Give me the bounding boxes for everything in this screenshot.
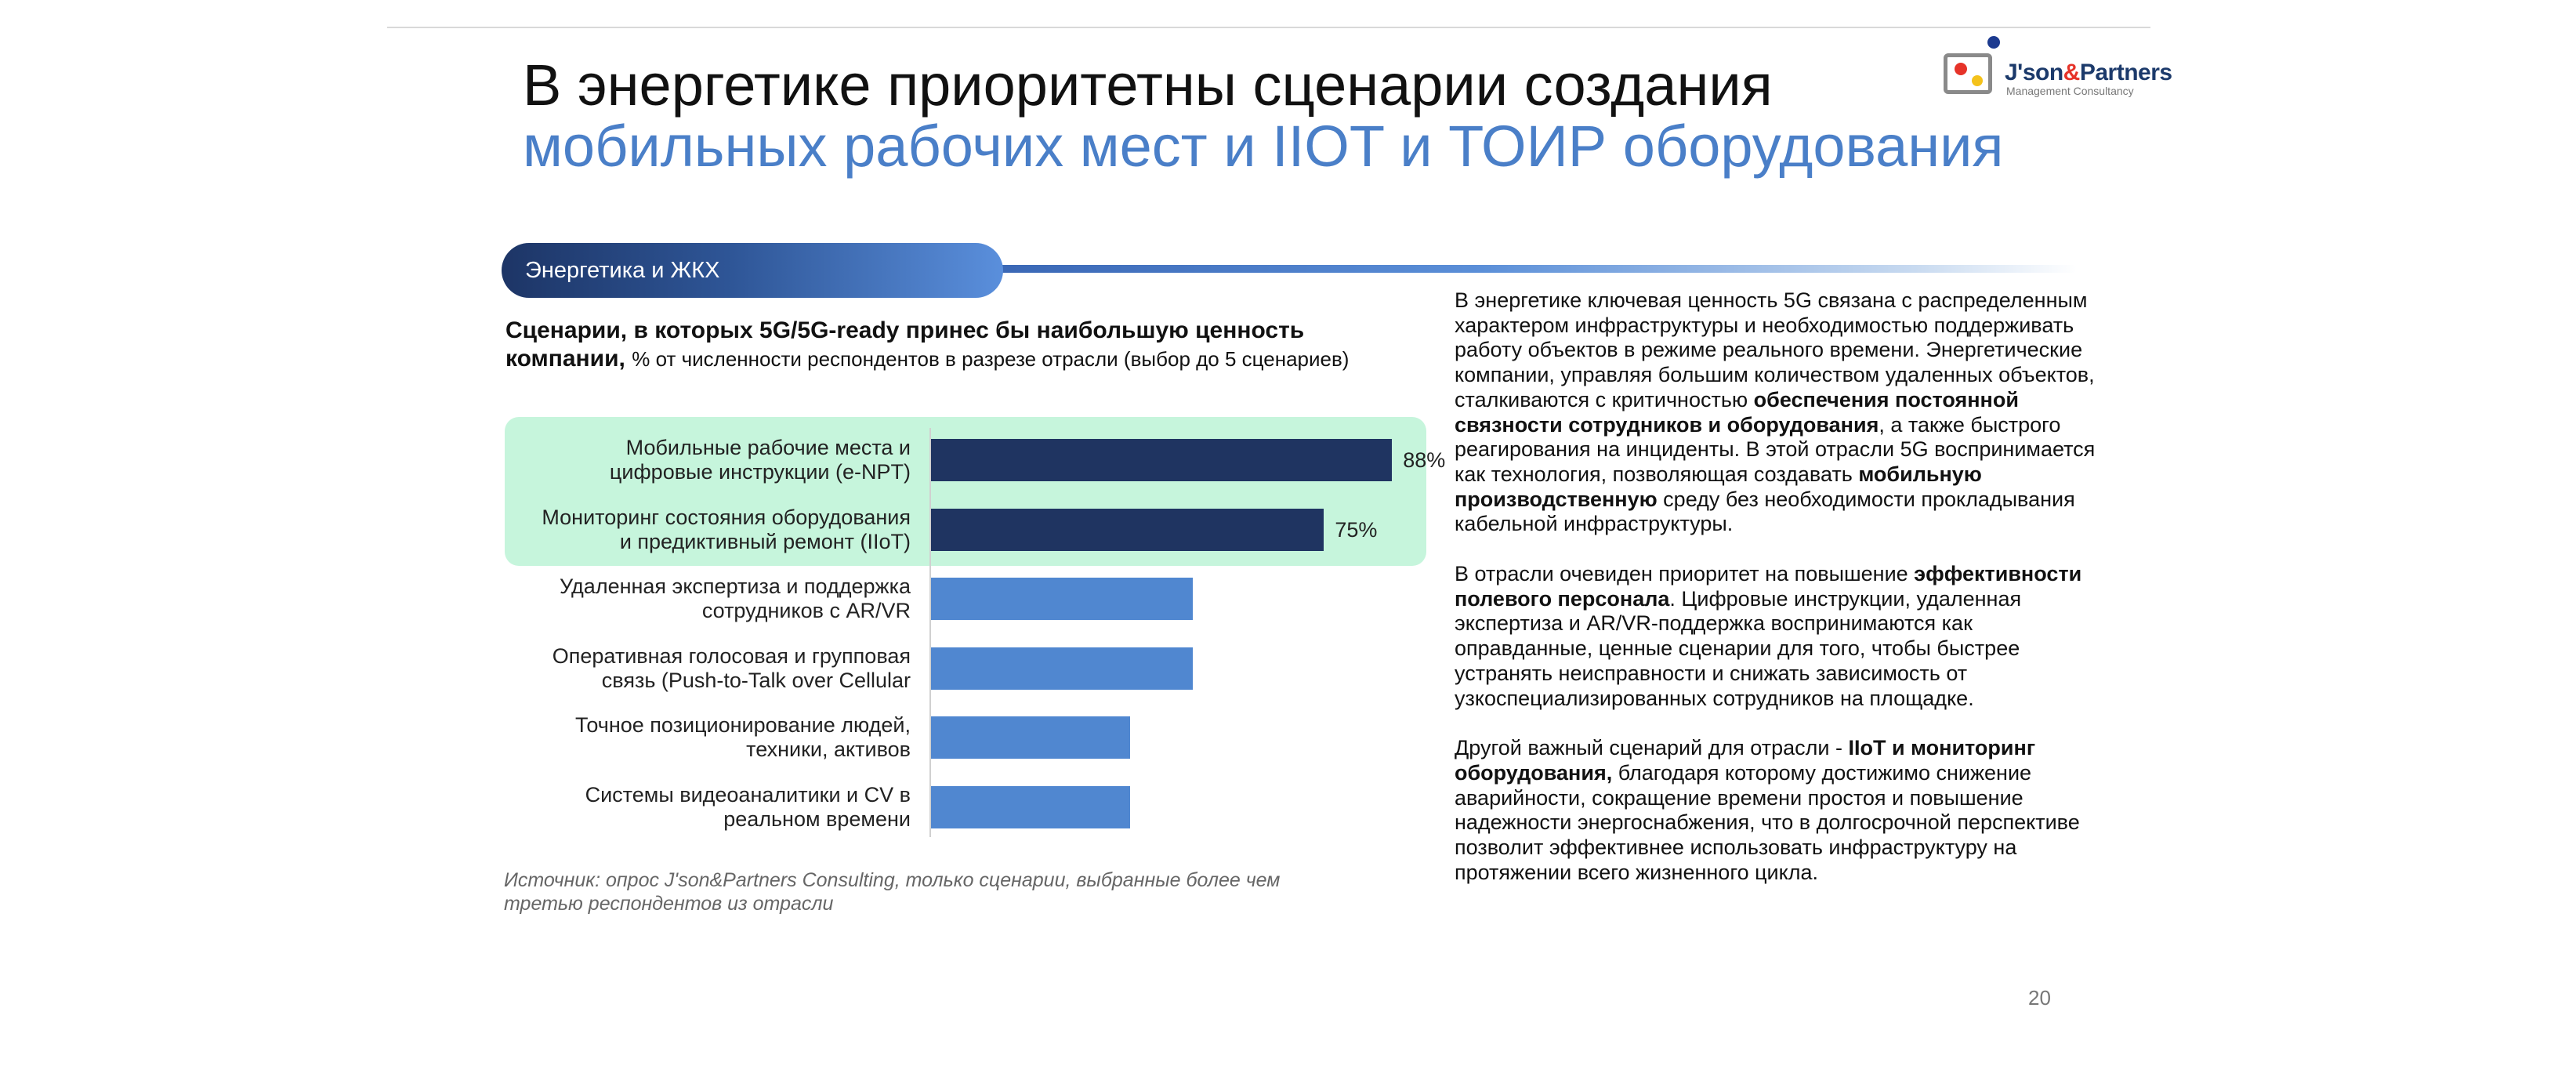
data-label: 88% [1403,448,1446,472]
bar [931,716,1130,759]
category-label-line: и предиктивный ремонт (IIoT) [619,529,911,553]
body-paragraph-2 [1455,562,2113,711]
p3-run: благодаря которому достижимо снижение аварийности, сокращение времени простоя и повышение надежности энергоснабжения, что в долгосрочной перспективе позволит эффективнее использовать инфраструктуру на протяжении всего жизненного цикла. [1455,760,2080,884]
logo-brand: J'son&Partners [2005,60,2172,85]
body-paragraph-1 [1455,288,2113,537]
company-logo [1944,36,2172,103]
title-line-2: мобильных рабочих мест и IIOT и ТОИР оборудования [523,114,2004,179]
section-tag [502,243,1003,298]
category-label-line: Мониторинг состояния оборудования [542,505,911,529]
category-label-line: Мобильные рабочие места и [625,436,911,459]
category-label-line: Оперативная голосовая и групповая [552,643,911,668]
body-paragraph-3 [1455,736,2113,885]
bar [931,509,1324,551]
source-note: Источник: опрос J'son&Partners Consulting, только сценарии, выбранные более чем третью респондентов из отрасли [504,869,1281,915]
category-label [508,783,911,832]
category-label-line: сотрудников с AR/VR [701,599,911,622]
p3-run: IIoT и мониторинг оборудования, [1455,736,2036,785]
p2-run: В отрасли очевиден приоритет на повышение [1455,562,1915,586]
logo-dot-yellow-icon [1972,75,1983,86]
bar [931,439,1392,481]
bar [931,786,1130,828]
p1-run: В энергетике ключевая ценность 5G связана с распределенным характером инфраструктуры и необходимостью поддерживать работу объектов в режиме реального времени. Энергетические компании, управляя большим количеством удаленных объектов, сталкиваются с критичностью [1455,288,2095,411]
category-label-line: цифровые инструкции (e-NPT) [609,460,911,484]
logo-frame-icon [1944,53,1992,94]
p2-run: . Цифровые инструкции, удаленная экспертиза и AR/VR-поддержка воспринимаются как оправданные, ценные сценарии для того, чтобы быстрее устранять неисправности и снижать зависимость от узкоспециализированных сотрудников на площадке. [1455,586,2022,710]
logo-dot-red-icon [1955,63,1967,75]
category-label-line: Точное позиционирование людей, [574,713,911,737]
chart-title [505,317,1383,373]
category-label-line: Удаленная экспертиза и поддержка [560,575,911,598]
section-band-line [995,265,2077,273]
p1-run: , а также быстрого реагирования на инциденты. В этой отрасли 5G воспринимается как технология, позволяющая создавать [1455,412,2096,486]
logo-subtitle: Management Consultancy [2006,85,2134,97]
chart-title-main: Сценарии, в которых 5G/5G-ready принес бы наибольшую ценность компании, [505,317,1305,372]
p3-run: Другой важный сценарий для отрасли - [1455,736,1849,760]
category-label [508,506,911,554]
title-line-1: В энергетике приоритетны сценарии создания [523,53,1773,118]
top-divider [387,27,2150,28]
chart-subtitle: % от численности респондентов в разрезе отрасли (выбор до 5 сценариев) [632,347,1350,371]
bar [931,647,1193,690]
category-label-line: Системы видеоаналитики и CV в [585,782,911,807]
body-text [1455,288,2113,910]
logo-dot-blue-icon [1987,36,2000,49]
category-label-line: связь (Push-to-Talk over Cellular [601,668,911,692]
page-number: 20 [2028,986,2051,1010]
p1-run: среду без необходимости прокладывания кабельной инфраструктуры. [1455,487,2075,536]
category-label [508,575,911,623]
p2-run: эффективности полевого персонала [1455,562,2082,611]
category-label-line: реальном времени [723,807,911,831]
category-label-line: техники, активов [746,738,911,761]
category-label [508,436,911,484]
chart-axis-line [929,428,931,837]
category-label [508,644,911,693]
p1-run: обеспечения постоянной связности сотрудников и оборудования [1455,387,2019,437]
page-title [523,55,2004,177]
section-tag-label: Энергетика и ЖКХ [525,258,720,283]
category-label [508,713,911,762]
p1-run: мобильную производственную [1455,462,1982,511]
data-label: 75% [1335,517,1378,542]
bar [931,578,1193,620]
